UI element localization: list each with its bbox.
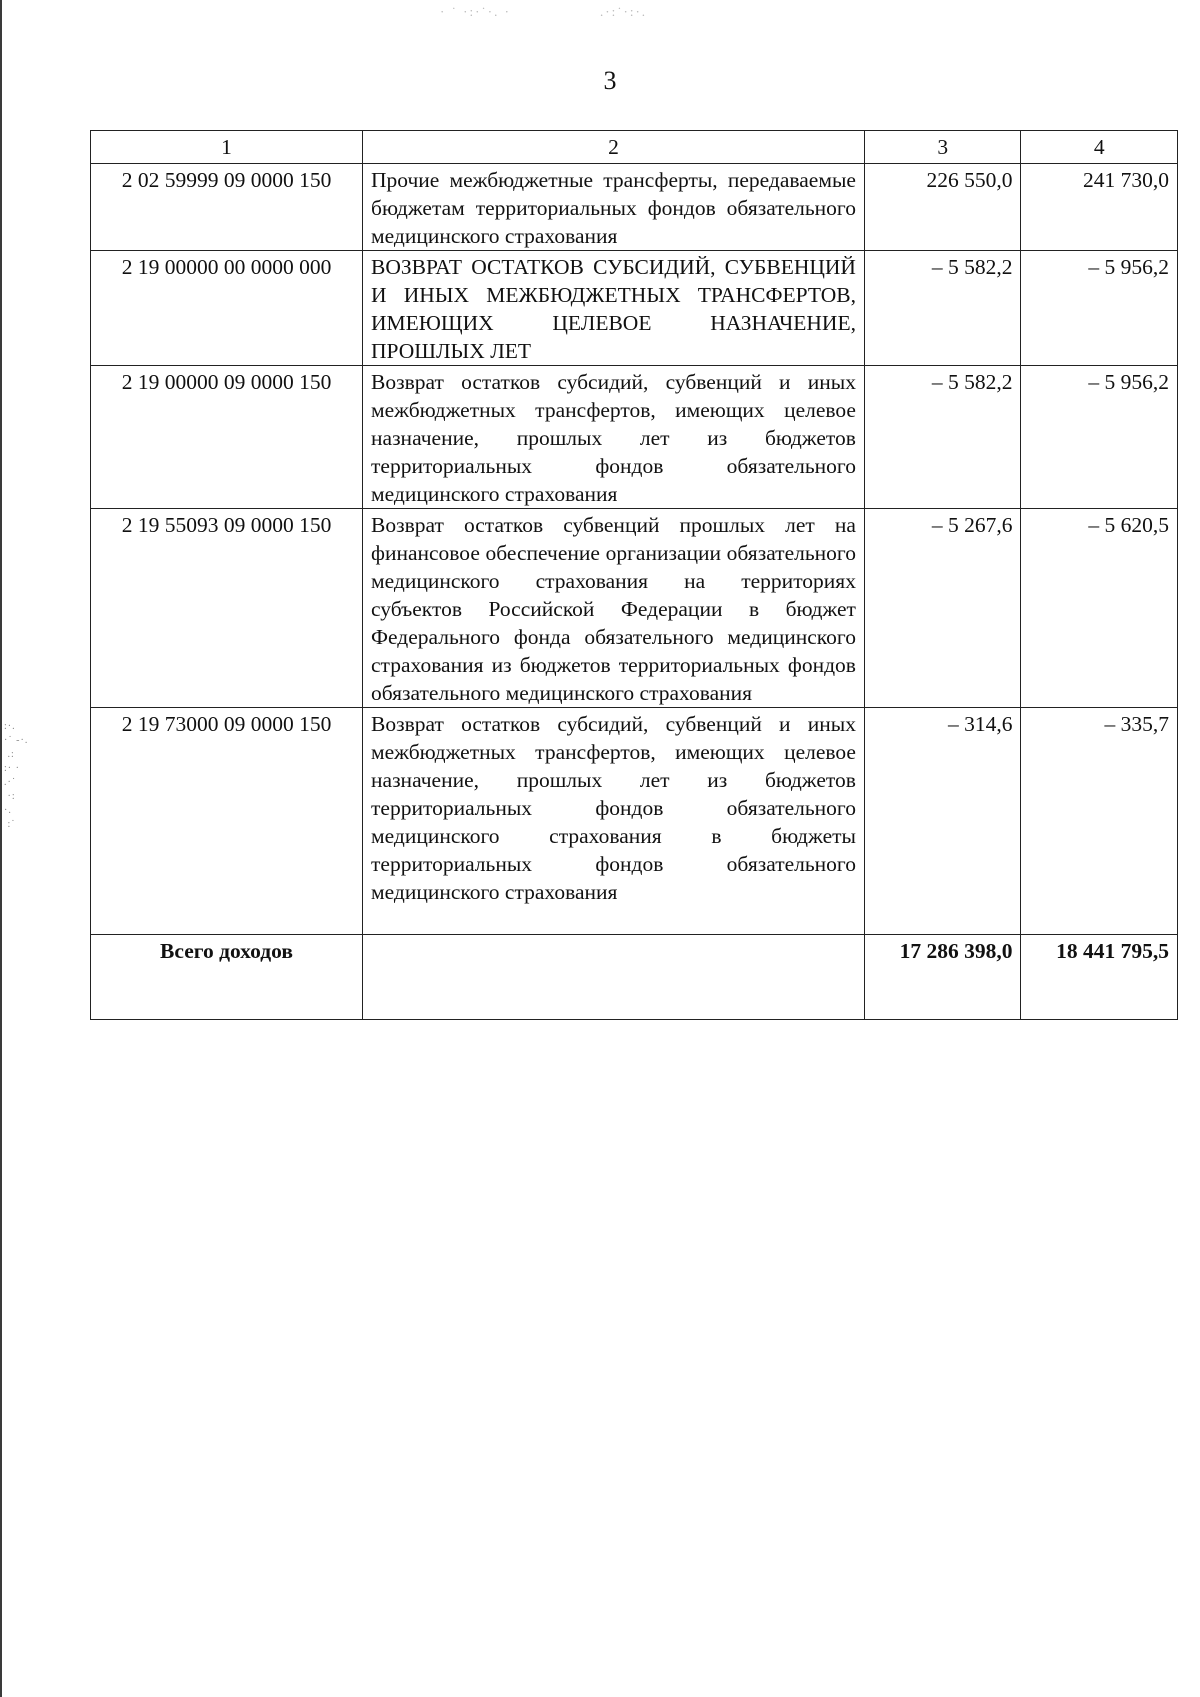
- total-label: Всего доходов: [91, 935, 363, 1020]
- scan-left-edge: [0, 0, 2, 1697]
- total-value-column-3: 17 286 398,0: [864, 935, 1021, 1020]
- table-row: [91, 164, 1178, 251]
- budget-code: 2 19 00000 00 0000 000: [91, 251, 363, 366]
- budget-code: 2 02 59999 09 0000 150: [91, 164, 363, 251]
- total-row: [91, 935, 1178, 1020]
- value-column-3: – 5 582,2: [864, 366, 1021, 509]
- total-value-column-4: 18 441 795,5: [1021, 935, 1178, 1020]
- table-row: [91, 251, 1178, 366]
- table-row: [91, 366, 1178, 509]
- table-row: [91, 708, 1178, 935]
- table-row: [91, 509, 1178, 708]
- value-column-4: 241 730,0: [1021, 164, 1178, 251]
- scan-artifact: · ˙ ·:·˙·. ·: [440, 4, 511, 19]
- value-column-4: – 5 956,2: [1021, 251, 1178, 366]
- row-description: ВОЗВРАТ ОСТАТКОВ СУБСИДИЙ, СУБВЕНЦИЙ И ИНЫХ МЕЖБЮДЖЕТНЫХ ТРАНСФЕРТОВ, ИМЕЮЩИХ ЦЕЛЕВОЕ НАЗНАЧЕНИЕ, ПРОШЛЫХ ЛЕТ: [363, 251, 865, 366]
- revenue-table: [90, 130, 1178, 1020]
- scan-margin-specks: :·. ·˙ -·. .: :· · .·˙ ·: ·. :˙: [4, 721, 29, 830]
- budget-code: 2 19 73000 09 0000 150: [91, 708, 363, 935]
- row-description: Возврат остатков субсидий, субвенций и иных межбюджетных трансфертов, имеющих целевое назначение, прошлых лет из бюджетов территориальных фондов обязательного медицинского страхования в бюджеты территориальных фондов обязательного медицинского страхования: [363, 708, 865, 935]
- column-header: 3: [864, 131, 1021, 164]
- budget-code: 2 19 55093 09 0000 150: [91, 509, 363, 708]
- row-description: Прочие межбюджетные трансферты, передаваемые бюджетам территориальных фондов обязательного медицинского страхования: [363, 164, 865, 251]
- column-header: 1: [91, 131, 363, 164]
- column-header: 4: [1021, 131, 1178, 164]
- value-column-3: – 5 582,2: [864, 251, 1021, 366]
- table-header-row: [91, 131, 1178, 164]
- row-description: Возврат остатков субвенций прошлых лет на финансовое обеспечение организации обязательного медицинского страхования на территориях субъектов Российской Федерации в бюджет Федерального фонда обязательного медицинского страхования из бюджетов территориальных фондов обязательного медицинского страхования: [363, 509, 865, 708]
- column-header: 2: [363, 131, 865, 164]
- value-column-3: 226 550,0: [864, 164, 1021, 251]
- row-description: Возврат остатков субсидий, субвенций и иных межбюджетных трансфертов, имеющих целевое назначение, прошлых лет из бюджетов территориальных фондов обязательного медицинского страхования: [363, 366, 865, 509]
- scan-artifact: .·:˙·:·.: [600, 4, 648, 19]
- value-column-4: – 335,7: [1021, 708, 1178, 935]
- total-description-empty: [363, 935, 865, 1020]
- value-column-4: – 5 956,2: [1021, 366, 1178, 509]
- budget-code: 2 19 00000 09 0000 150: [91, 366, 363, 509]
- value-column-3: – 314,6: [864, 708, 1021, 935]
- page-number: 3: [603, 66, 617, 95]
- value-column-3: – 5 267,6: [864, 509, 1021, 708]
- value-column-4: – 5 620,5: [1021, 509, 1178, 708]
